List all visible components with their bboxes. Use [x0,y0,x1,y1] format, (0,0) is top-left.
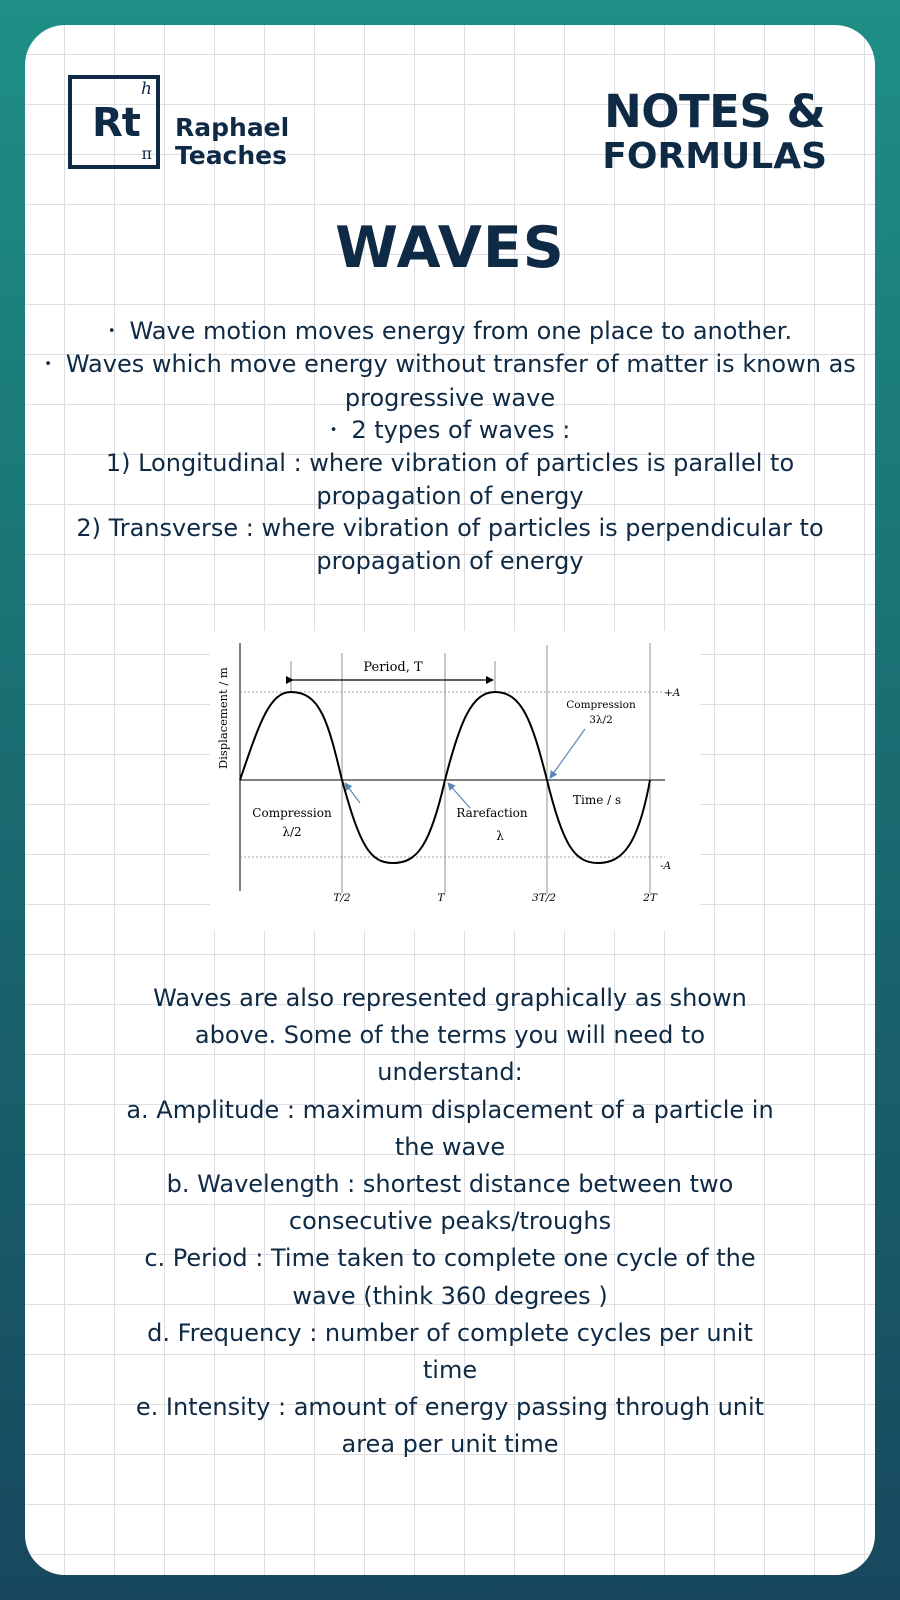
wave-type-transverse: 2) Transverse : where vibration of particles is perpendicular to propagation of energy [76,514,824,575]
terms-section [125,980,775,1464]
wave-diagram-svg [210,631,700,931]
tick-label-t-half: T/2 [333,892,351,904]
time-axis-label: Time / s [573,793,622,807]
term-wavelength: b. Wavelength : shortest distance between two consecutive peaks/troughs [166,1170,734,1236]
period-label: Period, T [363,660,423,675]
brand-name-line1: Raphael [175,113,290,142]
intro-bullet-1: • Wave motion moves energy from one place to another. [35,315,865,348]
page-title: WAVES [335,215,565,281]
rarefaction-label: Rarefaction [456,806,528,820]
brand-name [175,114,289,170]
notes-card [25,25,875,1575]
logo-superscript: h [141,79,152,99]
header-title [602,87,827,177]
y-axis-label: Displacement / m [216,667,230,769]
compression-sub-1: λ/2 [282,825,302,839]
tick-label-t: T [437,892,445,904]
compression-arrow-2 [550,729,585,778]
logo-initials: Rt [92,100,140,146]
header-line1: NOTES & [604,85,826,138]
term-intensity: e. Intensity : amount of energy passing through unit area per unit time [135,1393,765,1459]
term-period: c. Period : Time taken to complete one cycle of the wave (think 360 degrees ) [144,1244,756,1310]
tick-label-3t-half: 3T/2 [532,892,556,904]
rarefaction-arrow [448,783,470,808]
compression-label-1: Compression [252,806,332,820]
brand-logo [68,75,160,169]
terms-intro: Waves are also represented graphically as shown above. Some of the terms you will need to understand: [153,984,747,1087]
term-frequency: d. Frequency : number of complete cycles per unit time [147,1318,753,1385]
intro-bullet-2: • Waves which move energy without transfer of matter is known as progressive wave [35,348,865,414]
header-line2: FORMULAS [602,136,827,177]
intro-bullet-3: • 2 types of waves : [35,414,865,447]
tick-label-2t: 2T [643,892,657,904]
compression-label-2: Compression [566,699,636,711]
brand-name-line2: Teaches [175,141,288,170]
compression-sub-2: 3λ/2 [589,714,613,726]
plus-a-label: +A [664,687,681,699]
wave-diagram [210,631,700,931]
term-amplitude: a. Amplitude : maximum displacement of a particle in the wave [126,1095,774,1161]
intro-notes [35,315,865,577]
wave-type-longitudinal: 1) Longitudinal : where vibration of particles is parallel to propagation of energy [105,449,795,510]
rarefaction-sub: λ [496,829,504,843]
logo-subscript: π [141,144,152,163]
minus-a-label: -A [660,860,672,872]
